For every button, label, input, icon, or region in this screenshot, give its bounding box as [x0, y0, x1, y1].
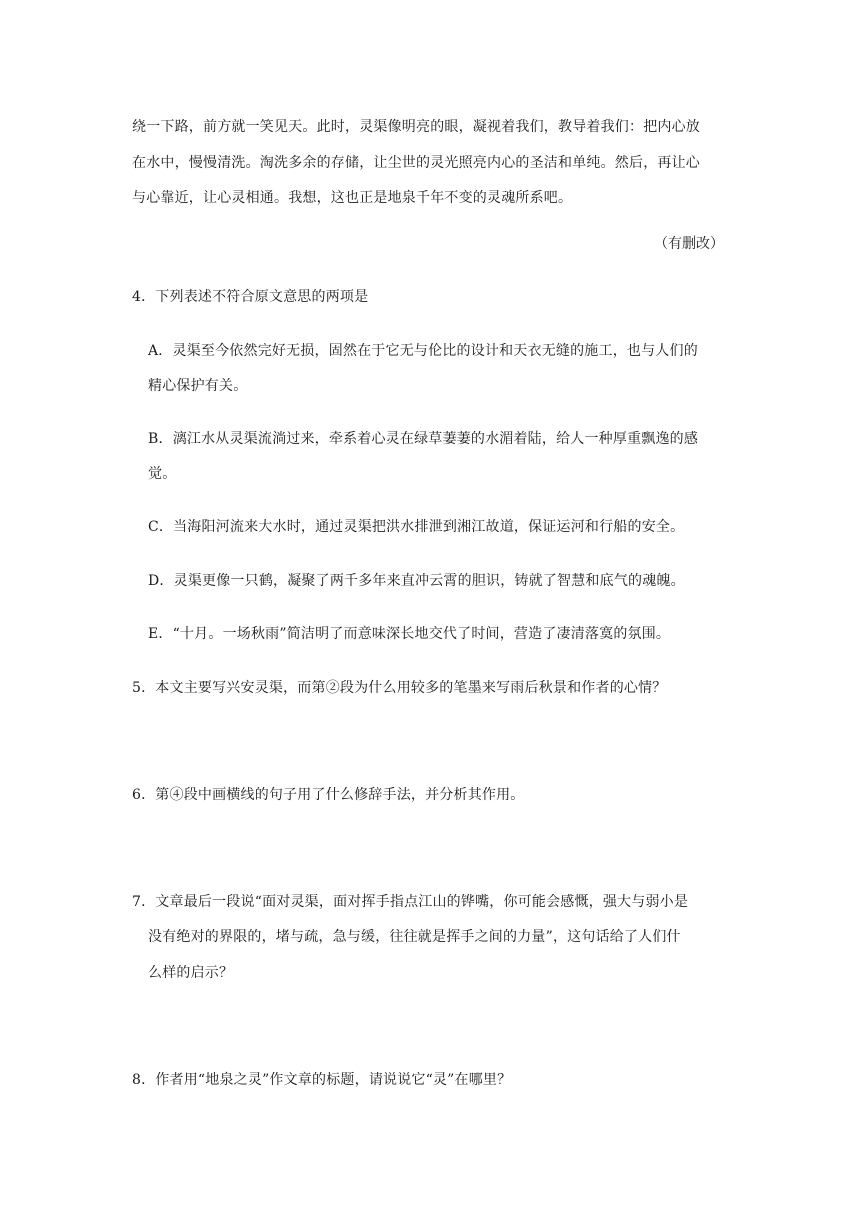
question-6: 6．第④段中画横线的句子用了什么修辞手法，并分析其作用。	[132, 787, 525, 803]
passage-line-3: 与心靠近，让心灵相通。我想，这也正是地泉千年不变的灵魂所系吧。	[132, 190, 573, 206]
question-4-option-a: A．灵渠至今依然完好无损，固然在于它无与伦比的设计和天衣无缝的施工，也与人们的	[148, 343, 698, 359]
question-5: 5．本文主要写兴安灵渠，而第②段为什么用较多的笔墨来写雨后秋景和作者的心情？	[132, 680, 667, 696]
question-7-line-1: 7．文章最后一段说“面对灵渠，面对挥手指点江山的铧嘴，你可能会感慨，强大与弱小是	[132, 894, 689, 910]
passage-line-2: 在水中，慢慢清洗。淘洗多余的存储，让尘世的灵光照亮内心的圣洁和单纯。然后，再让心	[132, 155, 700, 171]
question-4-option-c: C．当海阳河流来大水时，通过灵渠把洪水排泄到湘江故道，保证运河和行船的安全。	[148, 519, 685, 535]
question-4-option-d: D．灵渠更像一只鹤，凝聚了两千多年来直冲云霄的胆识，铸就了智慧和底气的魂魄。	[148, 573, 685, 589]
question-4-option-e: E．“十月。一场秋雨”简洁明了而意味深长地交代了时间，营造了凄清落寞的氛围。	[148, 626, 671, 642]
question-7-line-3: 么样的启示？	[148, 965, 234, 981]
passage-line-1: 绕一下路，前方就一笑见天。此时，灵渠像明亮的眼，凝视着我们，教导着我们：把内心放	[132, 119, 700, 135]
question-4-option-b: B．漓江水从灵渠流淌过来，牵系着心灵在绿草萋萋的水湄着陆，给人一种厚重飘逸的感	[148, 431, 699, 447]
source-note: （有删改）	[654, 236, 724, 252]
question-7-line-2: 没有绝对的界限的，堵与疏，急与缓，往往就是挥手之间的力量”，这句话给了人们什	[148, 929, 681, 945]
question-8: 8．作者用“地泉之灵”作文章的标题，请说说它“灵”在哪里？	[132, 1072, 512, 1088]
question-4-option-a-cont: 精心保护有关。	[148, 378, 248, 394]
question-4-option-b-cont: 觉。	[148, 466, 177, 482]
question-4-stem: 4．下列表述不符合原文意思的两项是	[132, 289, 369, 305]
